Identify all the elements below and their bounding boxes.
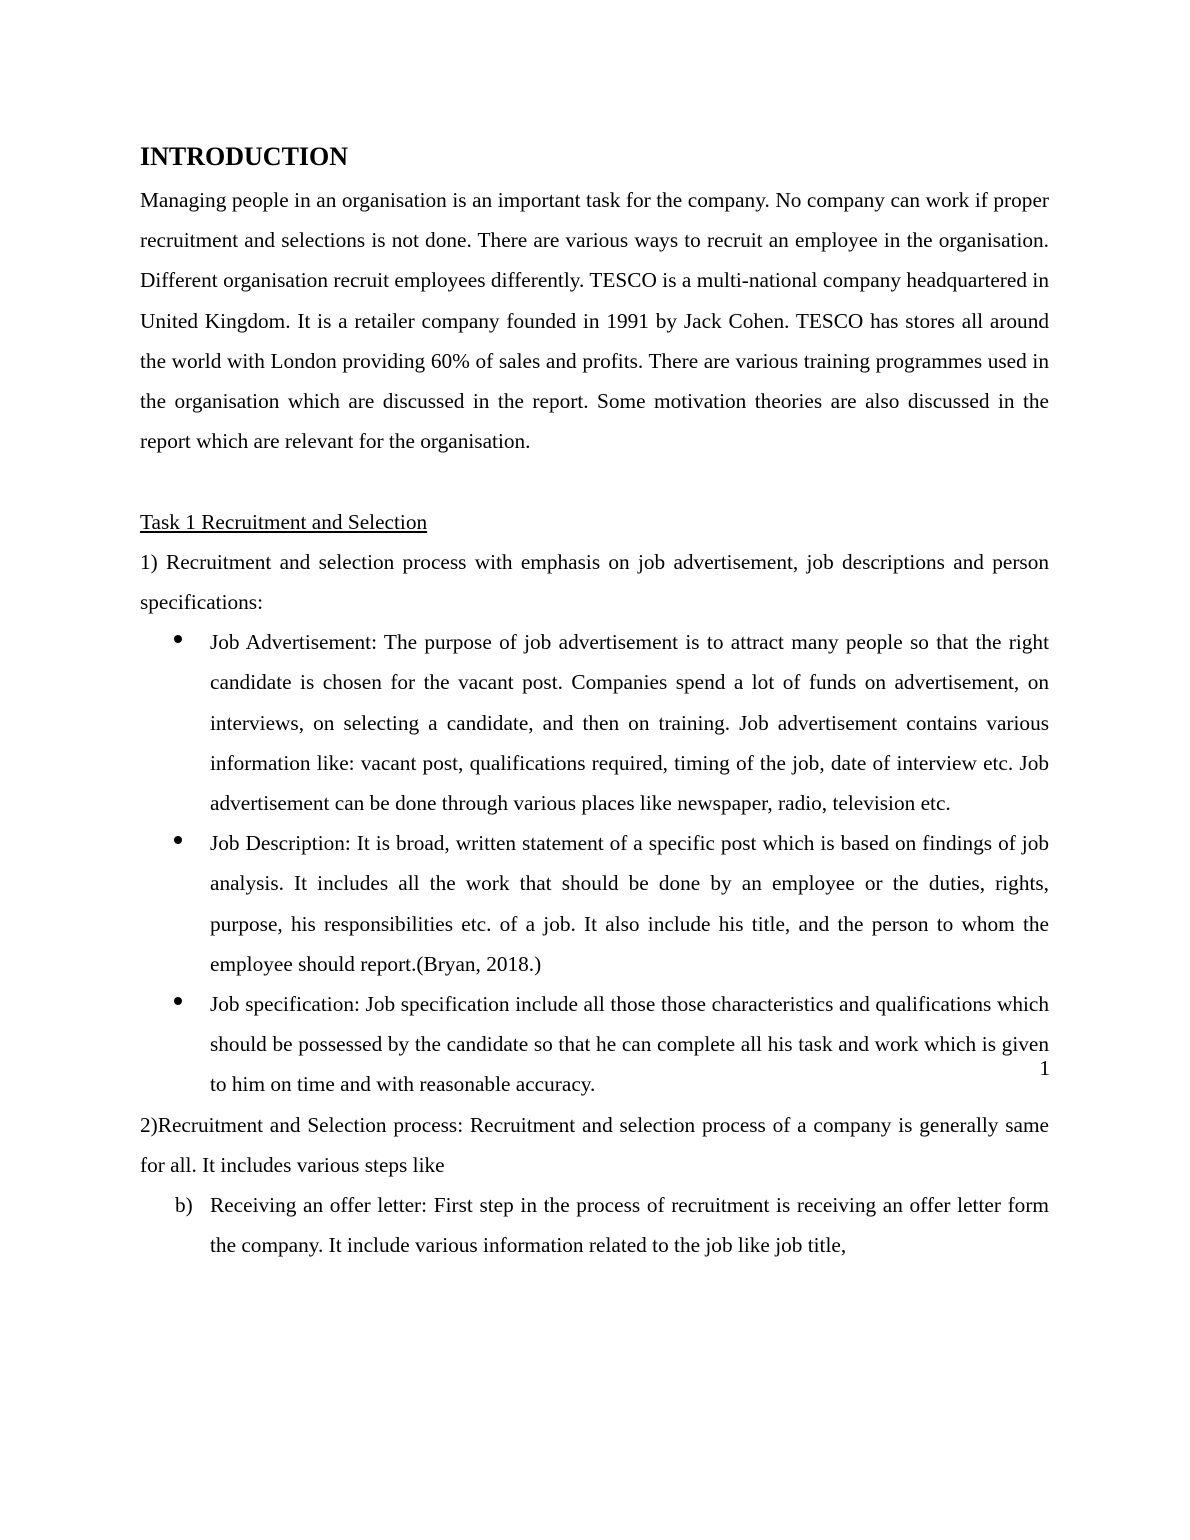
bullet-item-job-description — [140, 823, 1049, 984]
bullet-item-job-advertisement — [140, 622, 1049, 823]
bullet-icon — [174, 984, 184, 1024]
bullet-list — [140, 622, 1049, 1104]
bullet-text: Job Description: It is broad, written statement of a specific post which is based on findings of job analysis. It includes all the work that should be done by an employee or the duties, rights, purpose, his responsibilities etc. of a job. It also include his title, and the person to whom the employee should report.(Bryan, 2018.) — [210, 831, 1049, 976]
bullet-icon — [174, 622, 184, 662]
section-heading: INTRODUCTION — [140, 142, 349, 171]
step-item — [140, 1185, 1049, 1265]
document-page — [140, 140, 1049, 1265]
step-marker: b) — [175, 1193, 193, 1218]
task-title: Task 1 Recruitment and Selection — [140, 509, 428, 534]
bullet-text: Job Advertisement: The purpose of job advertisement is to attract many people so that the right candidate is chosen for the vacant post. Companies spend a lot of funds on advertisement, on interviews, on selecting a candidate, and then on training. Job advertisement contains various information like: vacant post, qualifications required, timing of the job, date of interview etc. Job advertisement can be done through various places like newspaper, radio, television etc. — [210, 630, 1049, 816]
intro-paragraph: Managing people in an organisation is an important task for the company. No company can work if proper recruitment and selections is not done. There are various ways to recruit an employee in the organisation. Different organisation recruit employees differently. TESCO is a multi-national company headquartered in United Kingdom. It is a retailer company founded in 1991 by Jack Cohen. TESCO has stores all around the world with London providing 60% of sales and profits. There are various training programmes used in the organisation which are discussed in the report. Some motivation theories are also discussed in the report which are relevant for the organisation. — [140, 188, 1049, 454]
step-text: Receiving an offer letter: First step in the process of recruitment is receiving an offer letter form the company. It include various information related to the job like job title, — [210, 1193, 1049, 1258]
bullet-icon — [174, 823, 184, 863]
page-number: 1 — [1039, 1056, 1050, 1080]
question-2: 2)Recruitment and Selection process: Recruitment and selection process of a company is generally same for all. It includes various steps like — [140, 1112, 1049, 1177]
steps-list — [140, 1185, 1049, 1265]
blank-line — [140, 461, 1049, 501]
bullet-text: Job specification: Job specification include all those those characteristics and qualifications which should be possessed by the candidate so that he can complete all his task and work which is given to him on time and with reasonable accuracy. — [210, 992, 1049, 1097]
bullet-item-job-specification — [140, 984, 1049, 1105]
question-1: 1) Recruitment and selection process with emphasis on job advertisement, job descriptions and person specifications: — [140, 549, 1049, 615]
